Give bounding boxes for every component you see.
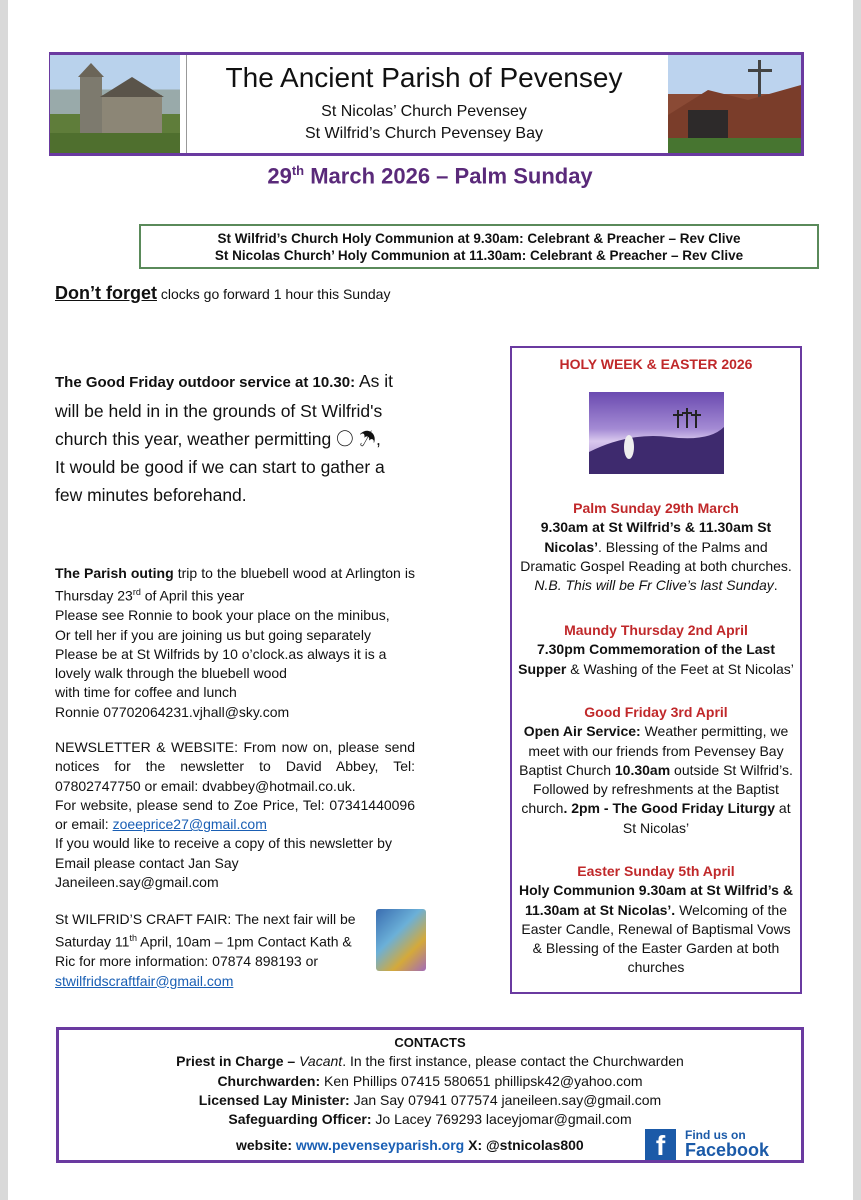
refreshments-text: outside St Wilfrid’s. Followed by refreshments at the Baptist church (521, 761, 793, 817)
palm-sunday-text: . Blessing of the Palms and Dramatic Gospel Reading at both churches. (520, 538, 792, 574)
easter-sunday-section (518, 862, 794, 978)
palm-sunday-section (518, 499, 794, 595)
church-name-pevensey-bay: St Wilfrid’s Church Pevensey Bay (304, 125, 543, 142)
outing-line: Please see Ronnie to book your place on the minibus, (55, 607, 390, 624)
open-air-text: Weather permitting, we meet with our friends from Pevensey Bay Baptist Church (519, 723, 789, 778)
craft-fair-text: St WILFRID’S CRAFT FAIR: The next fair will be Saturday 11 (55, 911, 356, 950)
website-label: website: (236, 1137, 296, 1153)
priest-text: . In the first instance, please contact the Churchwarden (342, 1053, 684, 1069)
craft-fair-notice (55, 910, 373, 991)
reminder-text: clocks go forward 1 hour this Sunday (156, 286, 391, 302)
facebook-icon[interactable]: f (645, 1129, 676, 1160)
service-line-st-wilfrid: St Wilfrid’s Church Holy Communion at 9.30am: Celebrant & Preacher – Rev Clive (217, 231, 741, 246)
open-air-label: Open Air Service: (523, 723, 641, 740)
maundy-thursday-section (518, 621, 794, 679)
good-friday-section (518, 703, 794, 838)
refreshments-end: . (563, 800, 568, 817)
website-line (236, 1137, 584, 1153)
good-friday-text: As it will be held in in the grounds of St Wilfrid's church this year, weather permitting (55, 371, 394, 449)
st-wilfrid-church-photo (668, 55, 801, 153)
parish-outing-notice (55, 564, 415, 722)
contact-lay-minister (56, 1092, 804, 1108)
maundy-thursday-title: Maundy Thursday 2nd April (564, 622, 748, 638)
crosses-on-hill-image (589, 392, 724, 474)
newsletter-website-notice (55, 738, 415, 892)
palm-sunday-title: Palm Sunday 29th March (573, 500, 739, 516)
website-text: For website, please send to Zoe Price, Tel: 07341440096 or email: (55, 796, 415, 833)
contact-safeguarding (56, 1111, 804, 1127)
zoe-email-link[interactable]: zoeeprice27@gmail.com (112, 816, 267, 833)
service-date-heading (180, 163, 680, 189)
outing-line: Please be at St Wilfrids by 10 o’clock.as always it is a lovely walk through the bluebell wood (55, 645, 387, 682)
date-suffix: th (291, 163, 305, 178)
outing-line: Or tell her if you are joining us but going separately (55, 626, 371, 643)
craft-fair-artwork (376, 909, 426, 971)
church-name-pevensey: St Nicolas’ Church Pevensey (321, 103, 527, 120)
website-submission (55, 796, 415, 835)
facebook-wordmark[interactable]: Facebook (685, 1140, 770, 1160)
easter-sunday-title: Easter Sunday 5th April (577, 863, 735, 879)
outing-line: with time for coffee and lunch (55, 684, 237, 701)
maundy-thursday-service: 7.30pm Commemoration of the Last Supper (518, 641, 776, 677)
easter-sunday-text: Welcoming of the Easter Candle, Renewal of Baptismal Vows & Blessing of the Easter Garden at both churches (521, 901, 791, 976)
priest-label: Priest in Charge – (176, 1053, 296, 1069)
maundy-thursday-text: & Washing of the Feet at St Nicolas’ (566, 660, 794, 677)
lay-minister-label: Licensed Lay Minister: (198, 1092, 350, 1108)
easter-communion-times: Holy Communion 9.30am at St Wilfrid’s & 11.30am at St Nicolas’. (519, 882, 793, 918)
contact-churchwarden (56, 1073, 804, 1089)
open-air-time: 10.30am (614, 761, 671, 778)
good-friday-notice (55, 367, 395, 509)
outing-intro (55, 564, 415, 606)
outing-date-suffix: rd (132, 587, 141, 598)
church-illustration-right (668, 55, 801, 153)
craft-date-suffix: th (129, 933, 137, 944)
clocks-reminder (55, 283, 415, 304)
calvary-illustration (589, 392, 724, 474)
outing-contact: Ronnie 07702064231.vjhall@sky.com (55, 703, 290, 720)
parish-title: The Ancient Parish of Pevensey (225, 62, 623, 93)
facebook-find-us: Find us on (685, 1128, 746, 1142)
email-subscription-text: If you would like to receive a copy of this newsletter by Email please contact Jan Say (55, 835, 392, 871)
reminder-heading: Don’t forget (55, 283, 157, 303)
lay-minister-details: Jan Say 07941 077574 janeileen.say@gmail.com (349, 1092, 662, 1108)
contacts-heading: CONTACTS (394, 1035, 466, 1050)
church-illustration-left (50, 55, 180, 153)
st-nicolas-church-photo (50, 55, 180, 153)
good-friday-heading: The Good Friday outdoor service at 10.30: (55, 374, 356, 391)
priest-status: Vacant (295, 1053, 343, 1069)
good-friday-text-end: , It would be good if we can start to gather a few minutes beforehand. (55, 429, 385, 505)
service-line-st-nicolas: St Nicolas Church’ Holy Communion at 11.30am: Celebrant & Preacher – Rev Clive (214, 248, 744, 263)
contact-priest (56, 1053, 804, 1069)
good-friday-title: Good Friday 3rd April (584, 704, 728, 720)
craft-fair-email-link[interactable]: stwilfridscraftfair@gmail.com (55, 972, 234, 989)
palm-sunday-note: N.B. This will be Fr Clive’s last Sunday (534, 577, 774, 594)
weather-icons: 〇 ☂ (336, 429, 376, 449)
churchwarden-details: Ken Phillips 07415 580651 phillipsk42@yahoo.com (320, 1073, 643, 1089)
newsletter-submission: NEWSLETTER & WEBSITE: From now on, please send notices for the newsletter to David Abbey, Tel: 07802747750 or email: dvabbey@hotmail.co.uk. (55, 739, 415, 794)
craft-fair-text-end: April, 10am – 1pm Contact Kath & Ric for more information: 07874 898193 or (55, 933, 352, 970)
outing-heading: The Parish outing (55, 565, 174, 581)
outing-text: trip to the bluebell wood at Arlington is Thursday 23 (55, 565, 415, 604)
churchwarden-label: Churchwarden: (217, 1073, 321, 1089)
safeguarding-details: Jo Lacey 769293 laceyjomar@gmail.com (371, 1111, 632, 1127)
holy-week-heading: HOLY WEEK & EASTER 2026 (559, 356, 753, 372)
date-rest: March 2026 – Palm Sunday (304, 163, 593, 189)
website-link[interactable]: www.pevenseyparish.org (295, 1137, 465, 1153)
date-day: 29 (267, 163, 292, 189)
liturgy-label: 2pm - The Good Friday Liturgy (571, 800, 776, 817)
liturgy-location: at St Nicolas’ (622, 800, 791, 836)
safeguarding-label: Safeguarding Officer: (228, 1111, 372, 1127)
jan-email: Janeileen.say@gmail.com (55, 874, 219, 891)
x-handle[interactable]: X: @stnicolas800 (464, 1137, 584, 1153)
outing-text-end: of April this year (140, 587, 245, 604)
palm-sunday-end: . (773, 577, 778, 594)
palm-sunday-times: 9.30am at St Wilfrid’s & 11.30am St Nicolas’ (540, 519, 772, 555)
